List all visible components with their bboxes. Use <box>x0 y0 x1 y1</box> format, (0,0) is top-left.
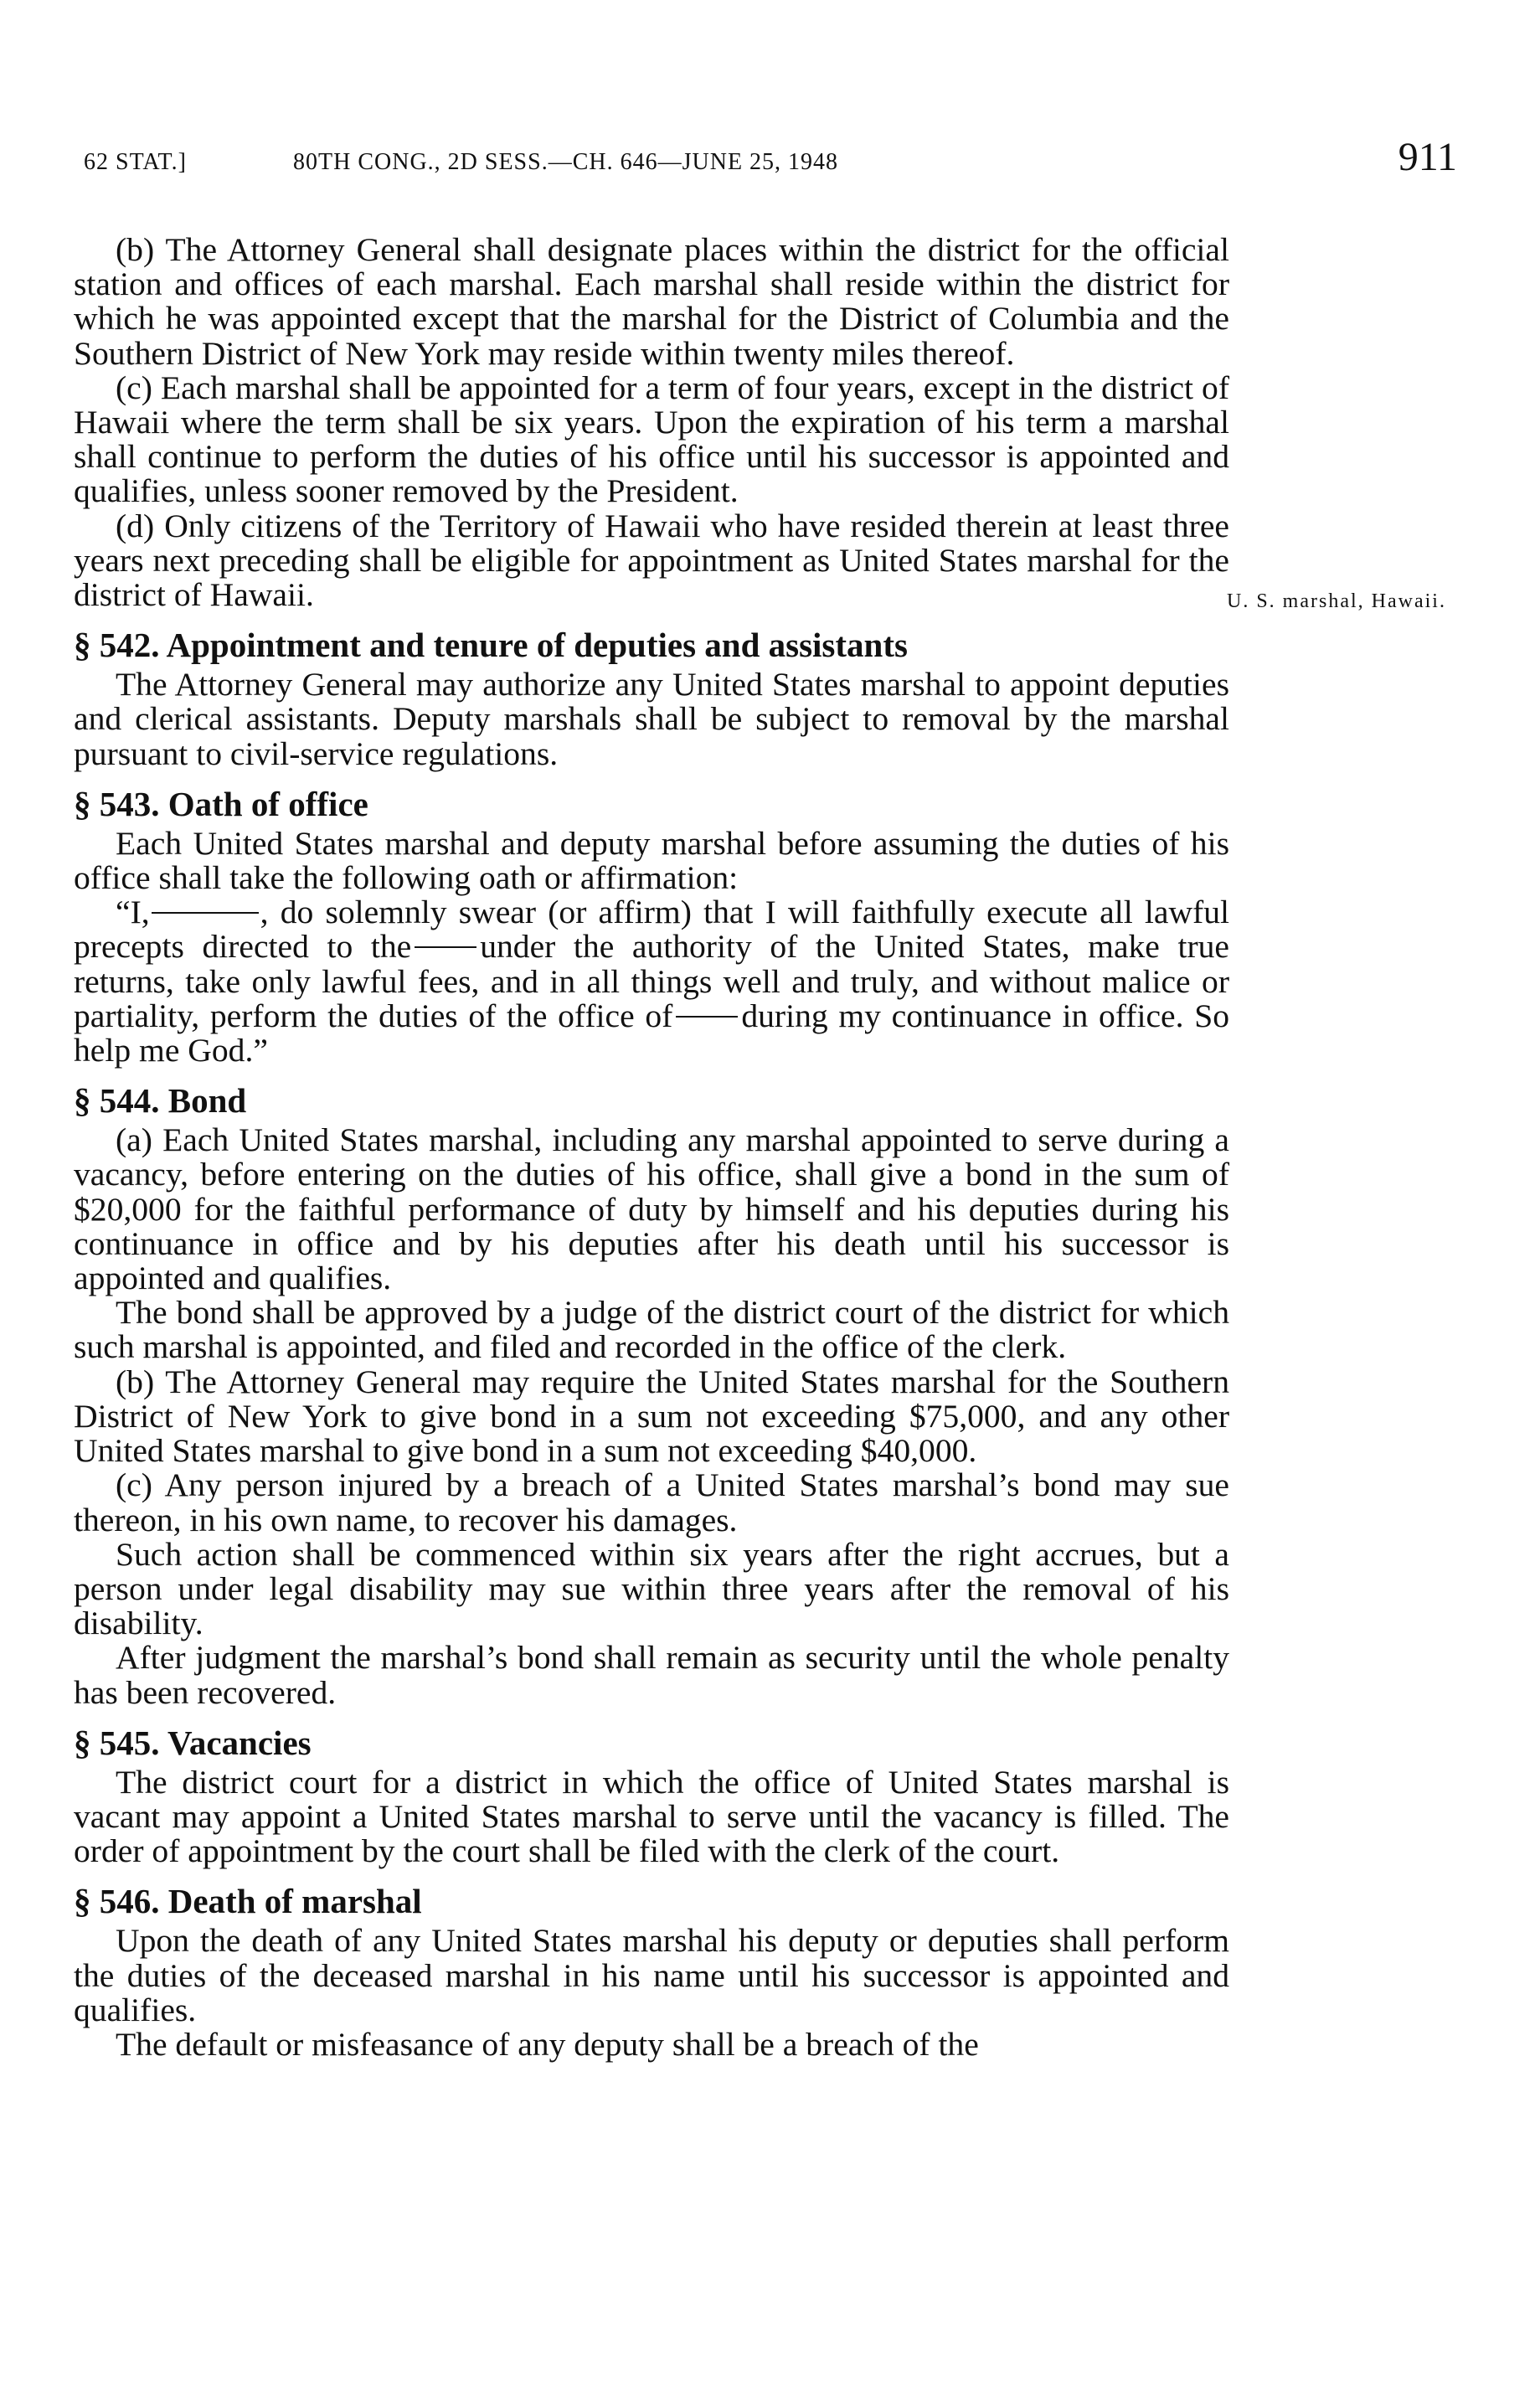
oath-part-2: under the authority of the United States, make true returns, take only lawful fees, and in all things well and truly, and without malice or partiality, perform the duties of the office of <box>74 928 1229 1034</box>
session-citation: 80TH CONG., 2D SESS.—CH. 646—JUNE 25, 1948 <box>293 149 839 175</box>
section-545-heading: § 545. Vacancies <box>74 1723 312 1762</box>
section-544-b: (b) The Attorney General may require the United States marshal for the Southern District of New York to give bond in a sum not exceeding $75,000, and any other United States marshal to give bond in a sum not exceeding $40,000. <box>74 1363 1229 1470</box>
oath-part-1: , do solemnly swear (or affirm) that I will faithfully execute all lawful precepts directed to the <box>74 894 1229 966</box>
oath-part-3: during my continuance in office. So help me God.” <box>74 997 1229 1069</box>
section-544-a2: The bond shall be approved by a judge of the district court of the district for which such marshal is appointed, and filed and recorded in the office of the clerk. <box>74 1294 1229 1366</box>
section-544-a: (a) Each United States marshal, including any marshal appointed to serve during a vacancy, before entering on the duties of his office, shall give a bond in the sum of $20,000 for the faithful performance of duty by himself and his deputies during his continuance in office and by his deputies after his death until his successor is appointed and qualifies. <box>74 1121 1229 1297</box>
section-542-text: The Attorney General may authorize any United States marshal to appoint deputies and clerical assistants. Deputy marshals shall be subject to removal by the marshal pursuant to civil-service regulations. <box>74 666 1229 772</box>
section-543-heading: § 543. Oath of office <box>74 784 368 823</box>
section-546-heading: § 546. Death of marshal <box>74 1882 422 1921</box>
margin-note: U. S. marshal, Hawaii. <box>1227 590 1446 612</box>
section-544-c2: Such action shall be commenced within six years after the right accrues, but a person under legal disability may sue within three years after the removal of his disability. <box>74 1535 1229 1642</box>
section-543-intro: Each United States marshal and deputy marshal before assuming the duties of his office shall take the following oath or affirmation: <box>74 824 1229 897</box>
section-542-heading: § 542. Appointment and tenure of deputies and assistants <box>74 626 908 665</box>
body-text <box>74 233 1229 2062</box>
section-544-heading: § 544. Bond <box>74 1081 247 1121</box>
court-blank <box>415 946 476 948</box>
section-544-c3: After judgment the marshal’s bond shall remain as security until the whole penalty has been recovered. <box>74 1639 1229 1711</box>
section-545-text: The district court for a district in which the office of United States marshal is vacant may appoint a United States marshal to serve until the vacancy is filled. The order of appointment by the court shall be filed with the clerk of the court. <box>74 1763 1229 1870</box>
paragraph-c: (c) Each marshal shall be appointed for a term of four years, except in the district of Hawaii where the term shall be six years. Upon the expiration of his term a marshal shall continue to perform the duties of his office until his successor is appointed and qualifies, unless sooner removed by the President. <box>74 368 1229 510</box>
oath-open: “I, <box>116 894 150 931</box>
name-blank <box>152 912 259 914</box>
section-546-text: Upon the death of any United States marshal his deputy or deputies shall perform the duties of the deceased marshal in his name until his successor is appointed and qualifies. <box>74 1922 1229 2028</box>
page-header <box>84 134 1457 193</box>
section-544-c: (c) Any person injured by a breach of a United States marshal’s bond may sue thereon, in his own name, to recover his damages. <box>74 1466 1229 1538</box>
section-543-oath <box>74 895 1229 1068</box>
statute-volume: 62 STAT.] <box>84 149 187 175</box>
office-blank <box>676 1016 738 1018</box>
page-number: 911 <box>1398 135 1457 179</box>
paragraph-b: (b) The Attorney General shall designate places within the district for the official station and offices of each marshal. Each marshal shall reside within the district for which he was appointed except that the marshal for the District of Columbia and the Southern District of New York may reside within twenty miles thereof. <box>74 231 1229 372</box>
section-546-text-continued: The default or misfeasance of any deputy shall be a breach of the <box>116 2025 979 2063</box>
paragraph-d: (d) Only citizens of the Territory of Hawaii who have resided therein at least three years next preceding shall be eligible for appointment as United States marshal for the district of Hawaii. <box>74 507 1229 614</box>
